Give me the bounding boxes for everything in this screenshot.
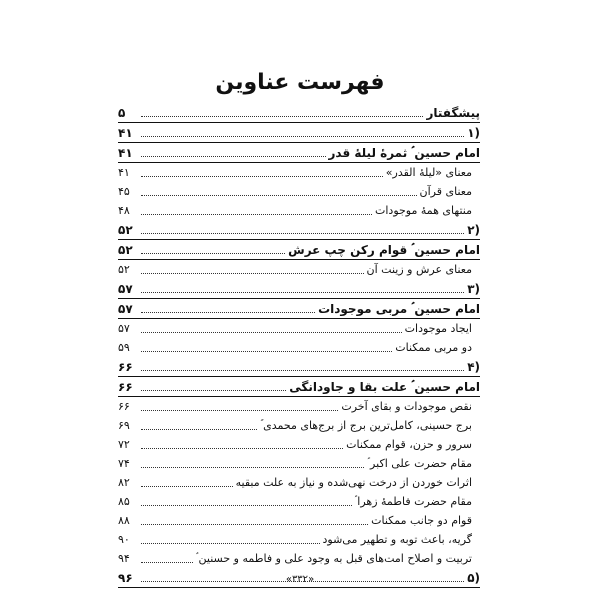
toc-page-number: ۴۱ [118, 166, 130, 179]
toc-entry-title: برج حسینی، کامل‌ترین برج از برج‌های محمدی ؐ [260, 419, 472, 432]
toc-entry-title: مقام حضرت فاطمهٔ زهرا ؑ [354, 495, 472, 508]
dot-leader [141, 524, 368, 525]
toc-page-number: ۴۱ [118, 126, 133, 140]
toc-entry-title: (۲ [467, 223, 480, 237]
toc-entry-title: ایجاد موجودات [404, 322, 472, 335]
dot-leader [141, 390, 286, 391]
toc-page-number: ۵ [118, 106, 126, 120]
toc-page-number: ۸۸ [118, 514, 130, 527]
toc-page-number: ۵۲ [118, 223, 133, 237]
dot-leader [141, 156, 326, 157]
toc-entry-title: قوام دو جانب ممکنات [371, 514, 472, 527]
dot-leader [141, 233, 464, 234]
toc-entry-title: نقص موجودات و بقای آخرت [341, 400, 472, 413]
dot-leader [141, 214, 372, 215]
toc-entry-title: (۵ [467, 571, 480, 585]
dot-leader [141, 370, 464, 371]
toc-entry-title: تربیت و اصلاح امت‌های قبل به وجود علی و فاطمه و حسنین ؑ [195, 552, 472, 565]
dot-leader [141, 176, 383, 177]
toc-entry-title: (۴ [467, 360, 480, 374]
toc-page-number: ۷۴ [118, 457, 130, 470]
toc-page-number: ۵۲ [118, 263, 130, 276]
dot-leader [141, 486, 233, 487]
toc-entry-row [118, 163, 480, 182]
toc-page-number: ۷۲ [118, 438, 130, 451]
toc-page-number: ۴۱ [118, 146, 133, 160]
page-number: «۳۳۲» [285, 574, 315, 585]
dot-leader [141, 429, 257, 430]
toc-entry-title: سرور و حزن، قوام ممکنات [346, 438, 472, 451]
toc-entry-title: منتهای همهٔ موجودات [375, 204, 472, 217]
toc-page-number: ۴۵ [118, 185, 130, 198]
toc-heading-row [118, 299, 480, 319]
toc-entry-row [118, 201, 480, 220]
toc-entry-title: معنای قرآن [419, 185, 472, 198]
dot-leader [141, 116, 423, 117]
toc-entry-title: امام حسین ؑ ثمرهٔ لیلهٔ قدر [328, 146, 480, 160]
dot-leader [141, 505, 352, 506]
toc-heading-row [118, 123, 480, 143]
toc-page-number: ۹۴ [118, 552, 130, 565]
toc-entry-title: امام حسین ؑ مربی موجودات [318, 302, 480, 316]
toc-heading-row [118, 279, 480, 299]
dot-leader [141, 273, 364, 274]
dot-leader [141, 467, 364, 468]
toc-page-number: ۵۷ [118, 322, 130, 335]
toc-page-number: ۵۹ [118, 341, 130, 354]
toc-entry-title: (۳ [467, 282, 480, 296]
toc-heading-row [118, 377, 480, 397]
toc-page-number: ۸۵ [118, 495, 130, 508]
toc-entry-row [118, 182, 480, 201]
toc-entry-row [118, 435, 480, 454]
dot-leader [141, 312, 315, 313]
toc-entry-row [118, 338, 480, 357]
dot-leader [141, 351, 392, 352]
toc-entry-row [118, 511, 480, 530]
toc-page-number: ۶۹ [118, 419, 130, 432]
dot-leader [141, 253, 285, 254]
toc-entry-title: پیشگفتار [426, 106, 480, 120]
toc-page-number: ۴۸ [118, 204, 130, 217]
toc-entry-row [118, 454, 480, 473]
toc-page-number: ۶۶ [118, 360, 133, 374]
toc-entry-title: امام حسین ؑ قوام رکن چپ عرش [288, 243, 480, 257]
toc-entry-title: معنای عرش و زینت آن [366, 263, 472, 276]
toc-entry-title: (۱ [467, 126, 480, 140]
toc-entry-row [118, 530, 480, 549]
dot-leader [141, 543, 320, 544]
toc-entry-row [118, 473, 480, 492]
toc-heading-row [118, 240, 480, 260]
toc-page-number: ۶۶ [118, 400, 130, 413]
toc-heading-row [118, 103, 480, 123]
toc-entry-row [118, 492, 480, 511]
dot-leader [141, 410, 338, 411]
toc-heading-row [118, 357, 480, 377]
toc-entry-title: گریه، باعث توبه و تطهیر می‌شود [322, 533, 472, 546]
toc-heading-row [118, 143, 480, 163]
toc-entry-row [118, 416, 480, 435]
toc-page-number: ۸۲ [118, 476, 130, 489]
toc-entry-title: معنای «لیلهٔ القدر» [385, 166, 472, 179]
toc-entry-row [118, 549, 480, 568]
toc-page-number: ۹۶ [118, 571, 133, 585]
toc-entry-title: اثرات خوردن از درخت نهی‌شده و نیاز به علت مبقیه [235, 476, 472, 489]
toc-entry-title: امام حسین ؑ علت بقا و جاودانگی [289, 380, 480, 394]
dot-leader [141, 332, 402, 333]
toc-page-number: ۵۷ [118, 302, 133, 316]
dot-leader [141, 448, 343, 449]
toc-entry-row [118, 319, 480, 338]
toc-entry-title: مقام حضرت علی اکبر ؑ [367, 457, 472, 470]
toc-entry-row [118, 397, 480, 416]
dot-leader [141, 292, 464, 293]
toc-entry-row [118, 260, 480, 279]
toc-page-number: ۹۰ [118, 533, 130, 546]
dot-leader [141, 136, 464, 137]
page-title: فهرست عناوین [215, 70, 385, 95]
toc-heading-row [118, 220, 480, 240]
dot-leader [141, 195, 417, 196]
toc-page-number: ۵۲ [118, 243, 133, 257]
toc-page-number: ۵۷ [118, 282, 133, 296]
toc-entry-title: دو مربی ممکنات [395, 341, 472, 354]
table-of-contents [118, 103, 480, 588]
toc-page-number: ۶۶ [118, 380, 133, 394]
dot-leader [141, 562, 193, 563]
